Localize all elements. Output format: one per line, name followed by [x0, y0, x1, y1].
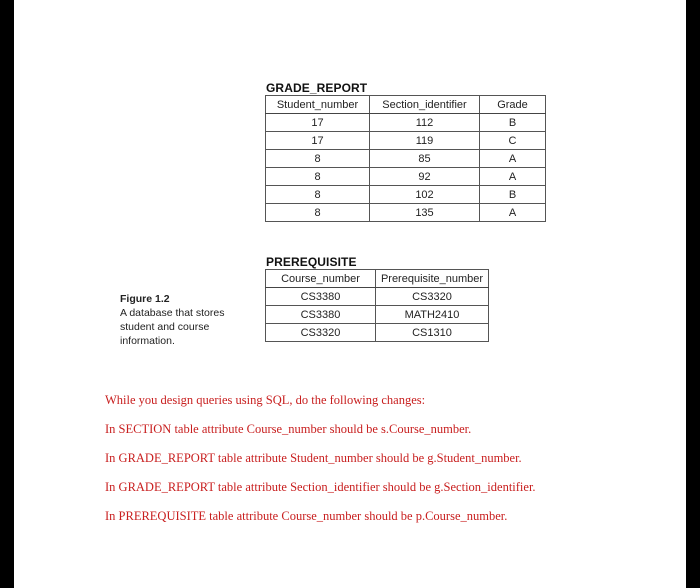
prerequisite-table [265, 269, 489, 342]
table-cell: 102 [370, 186, 480, 204]
table-cell: 112 [370, 114, 480, 132]
table-row [266, 204, 546, 222]
table-row [266, 114, 546, 132]
table-cell: CS3320 [266, 324, 376, 342]
note-item: In GRADE_REPORT table attribute Student_number should be g.Student_number. [105, 451, 522, 465]
table-header-row [266, 96, 546, 114]
table-cell: B [480, 114, 546, 132]
grade-report-title: GRADE_REPORT [266, 81, 368, 95]
figure-description: A database that stores student and course information. [120, 307, 225, 347]
table-row [266, 168, 546, 186]
prerequisite-title: PREREQUISITE [266, 255, 357, 269]
table-cell: CS1310 [376, 324, 489, 342]
figure-label: Figure 1.2 [120, 293, 170, 305]
column-header: Course_number [266, 270, 376, 288]
table-row [266, 324, 489, 342]
table-cell: A [480, 168, 546, 186]
grade-report-table [265, 95, 546, 222]
sql-change-notes [105, 392, 685, 537]
table-cell: CS3380 [266, 306, 376, 324]
note-item: In GRADE_REPORT table attribute Section_identifier should be g.Section_identifier. [105, 480, 536, 494]
column-header: Grade [480, 96, 546, 114]
note-intro: While you design queries using SQL, do the following changes: [105, 393, 426, 407]
table-cell: 135 [370, 204, 480, 222]
table-cell: 17 [266, 132, 370, 150]
table-cell: 8 [266, 204, 370, 222]
column-header: Student_number [266, 96, 370, 114]
column-header: Section_identifier [370, 96, 480, 114]
figure-caption [120, 292, 250, 348]
table-row [266, 150, 546, 168]
note-item: In PREREQUISITE table attribute Course_number should be p.Course_number. [105, 509, 508, 523]
note-item: In SECTION table attribute Course_number should be s.Course_number. [105, 422, 472, 436]
table-cell: A [480, 150, 546, 168]
column-header: Prerequisite_number [376, 270, 489, 288]
table-row [266, 132, 546, 150]
table-cell: MATH2410 [376, 306, 489, 324]
table-cell: 17 [266, 114, 370, 132]
table-row [266, 306, 489, 324]
table-cell: B [480, 186, 546, 204]
table-cell: 8 [266, 150, 370, 168]
table-row [266, 186, 546, 204]
table-cell: 8 [266, 186, 370, 204]
table-cell: CS3380 [266, 288, 376, 306]
table-cell: 119 [370, 132, 480, 150]
table-cell: CS3320 [376, 288, 489, 306]
table-cell: 8 [266, 168, 370, 186]
table-cell: 92 [370, 168, 480, 186]
table-row [266, 288, 489, 306]
table-cell: A [480, 204, 546, 222]
document-page [14, 0, 686, 588]
table-cell: 85 [370, 150, 480, 168]
table-header-row [266, 270, 489, 288]
table-cell: C [480, 132, 546, 150]
